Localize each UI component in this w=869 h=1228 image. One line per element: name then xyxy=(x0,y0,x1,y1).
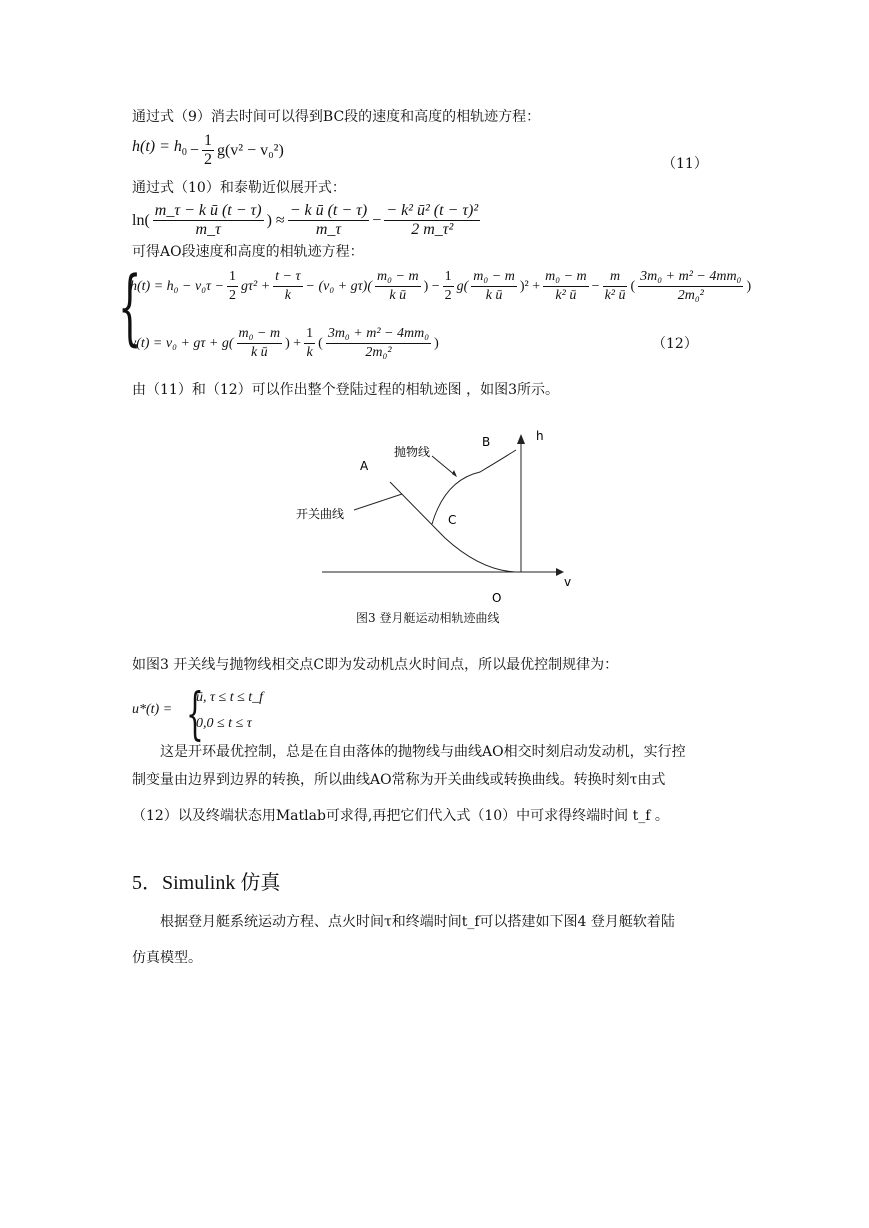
eq11-fraction: $\frac{1}{2}$ xyxy=(203,132,212,168)
parabola-curve xyxy=(432,450,516,524)
label-parabola: 抛物线 xyxy=(394,445,431,459)
paragraph-2-line-1: 根据登月艇系统运动方程、点火时间τ和终端时间t_f可以搭建如下图4 登月艇软着陆 xyxy=(160,914,675,930)
figure-caption: 图3 登月艇运动相轨迹曲线 xyxy=(356,611,500,625)
control-law-brace: { xyxy=(186,682,204,747)
label-C: C xyxy=(448,513,457,527)
equation-12-v: v(t) = v₀ + gτ + g( $\frac{\text{m₀ − m}}{\text{k ū}}$ ) + $\frac{1}{k}$ ( $\frac{\text{3m₀ + m² − 4mm₀}}{\text{2m₀²}}$ ) xyxy=(130,326,439,360)
label-h: h xyxy=(536,429,544,443)
paragraph-2-line-2: 仿真模型。 xyxy=(132,950,202,966)
equation-11 xyxy=(132,132,284,169)
eq12-left-brace: { xyxy=(118,260,142,355)
text-line-3: 可得AO段速度和高度的相轨迹方程： xyxy=(132,244,364,260)
v-axis-arrow-icon xyxy=(556,568,564,576)
paragraph-1-line-2: 制变量由边界到边界的转换，所以曲线AO常称为开关曲线或转换曲线。转换时刻τ由式 xyxy=(132,772,666,788)
eq-ln-frac-3: $\frac{\text{− k² ū² (t − τ)²}}{\text{2 m\_τ²}}$ xyxy=(386,202,479,238)
equation-12-tag: （12） xyxy=(652,336,698,352)
control-law-case-2: 0,0 ≤ t ≤ τ xyxy=(196,716,252,731)
paragraph-1-line-3: （12）以及终端状态用Matlab可求得,再把它们代入式（10）中可求得终端时间 t_f 。 xyxy=(132,808,669,824)
equation-12-h: h(t) = h₀ − v₀τ − $\frac{1}{2}$ gτ² + $\frac{t - \tau}{k}$ − (v₀ + gτ)( $\frac{\text{m₀ − m}}{\text{k ū}}$ ) − $\frac{1}{2}$ g( $\frac{\text{m₀ − m}}{\text{k ū}}$ )² + $\frac{\text{m₀ − m}}{\text{k² ū}}$ − $\frac{m}{\text{k² ū}}$ ( $\frac{\text{3m₀ + m² − 4mm₀}}{\text{2m₀²}}$ ) xyxy=(130,269,752,303)
eq11-rest: g(v² − v₀²) xyxy=(216,141,284,159)
eq-ln-frac-1: $\frac{\text{m\_τ − k ū (t − τ)}}{m\_\tau}$ xyxy=(154,202,262,238)
eq-ln-frac-2: $\frac{\text{− k ū (t − τ)}}{m\_\tau}$ xyxy=(289,202,368,238)
equation-11-tag: （11） xyxy=(662,156,708,172)
eq-ln-minus: − xyxy=(372,211,382,229)
eq11-lhs: $h(t) = h_0$ xyxy=(132,138,187,159)
parabola-pointer-arrow-icon xyxy=(452,470,457,477)
paragraph-1-line-1: 这是开环最优控制，总是在自由落体的抛物线与曲线AO相交时刻启动发动机，实行控 xyxy=(160,744,686,760)
switch-label-pointer xyxy=(354,494,402,510)
label-O: O xyxy=(492,591,502,605)
parabola-pointer xyxy=(432,456,456,476)
label-A: A xyxy=(360,459,369,473)
text-line-1: 通过式（9）消去时间可以得到BC段的速度和高度的相轨迹方程： xyxy=(132,109,541,125)
control-law-lhs: u*(t) = xyxy=(132,702,173,717)
section-heading: 5．Simulink 仿真 xyxy=(132,872,281,894)
switching-curve xyxy=(390,482,515,572)
label-B: B xyxy=(482,435,491,449)
eq-ln-pre: ln( xyxy=(132,211,150,229)
control-law-case-1: ū, τ ≤ t ≤ t_f xyxy=(196,690,264,705)
phase-trajectory-figure xyxy=(290,420,590,605)
label-switching-curve: 开关曲线 xyxy=(296,507,345,521)
eq11-minus: − xyxy=(189,141,199,159)
label-v: v xyxy=(564,575,572,589)
text-line-4: 由（11）和（12）可以作出整个登陆过程的相轨迹图 ，如图3所示。 xyxy=(132,382,559,398)
h-axis-arrow-icon xyxy=(517,434,525,444)
eq-ln-approx-sign: ) ≈ xyxy=(266,211,285,229)
text-line-2: 通过式（10）和泰勒近似展开式： xyxy=(132,180,346,196)
text-line-5: 如图3 开关线与抛物线相交点C即为发动机点火时间点，所以最优控制规律为： xyxy=(132,657,619,673)
equation-ln-approx xyxy=(132,202,480,239)
